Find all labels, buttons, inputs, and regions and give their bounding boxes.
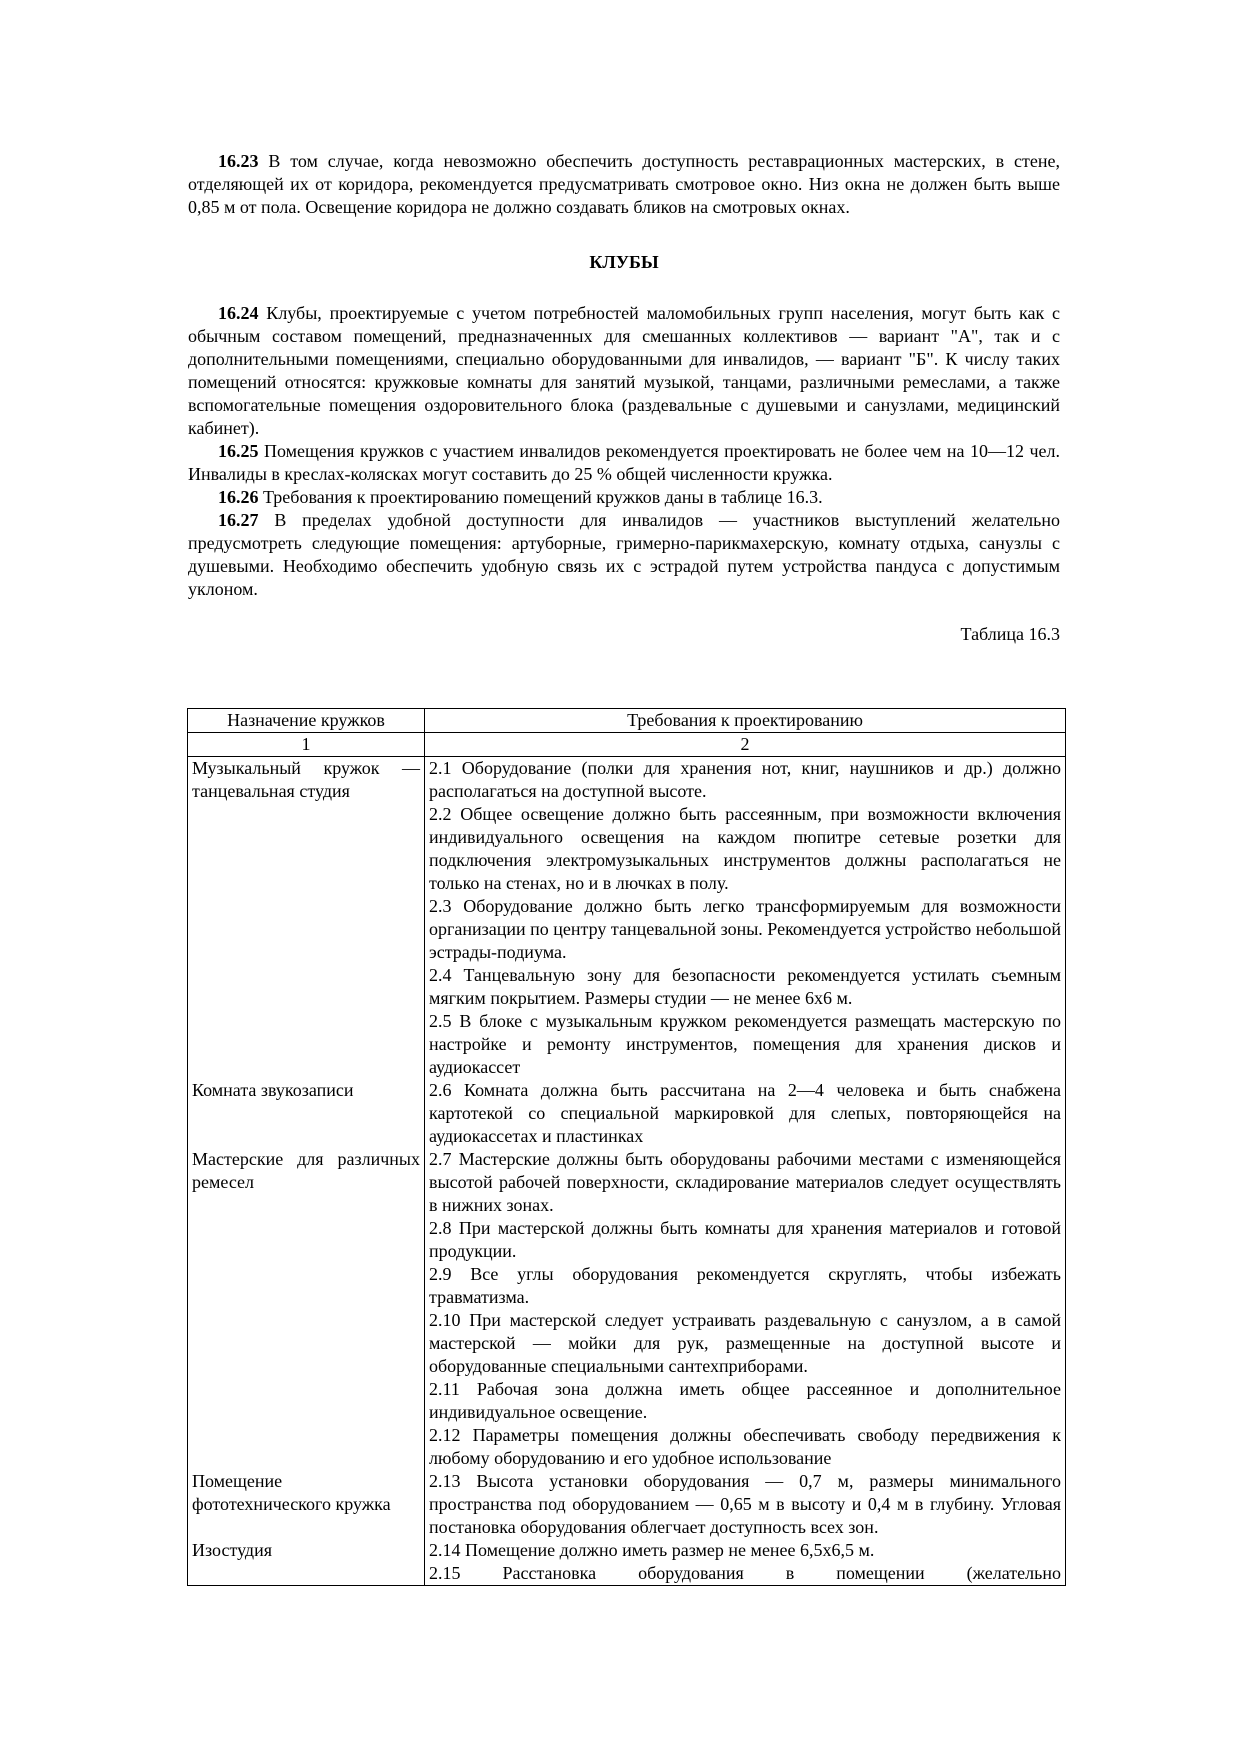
requirement-item: 2.9 Все углы оборудования рекомендуется скруглять, чтобы избежать травматизма.: [429, 1264, 1061, 1307]
row-label: Помещение фототехнического кружка: [192, 1471, 391, 1514]
requirement-item: 2.8 При мастерской должны быть комнаты для хранения материалов и готовой продукции.: [429, 1218, 1061, 1261]
table-row: [188, 1079, 1066, 1148]
paragraph-text: Требования к проектированию помещений кружков даны в таблице 16.3.: [258, 487, 823, 507]
table-column-numbers-row: [188, 733, 1066, 757]
paragraph-16-24: [188, 302, 1060, 440]
requirement-item: 2.13 Высота установки оборудования — 0,7 м, размеры минимального пространства под оборудованием — 0,65 м в высоту и 0,4 м в глубину. Угловая постановка оборудования облегчает доступность всех зон.: [429, 1471, 1061, 1537]
paragraph-number: 16.25: [218, 441, 259, 461]
requirement-item: 2.1 Оборудование (полки для хранения нот, книг, наушников и др.) должно располагаться на доступной высоте.: [429, 758, 1061, 801]
row-label: Мастерские для различных ремесел: [192, 1149, 420, 1192]
paragraph-16-26: [188, 486, 1060, 509]
paragraph-number: 16.23: [218, 151, 259, 171]
row-label: Изостудия: [192, 1540, 273, 1560]
requirement-item: 2.14 Помещение должно иметь размер не менее 6,5x6,5 м.: [429, 1540, 875, 1560]
requirement-item: 2.3 Оборудование должно быть легко трансформируемым для возможности организации по центру танцевальной зоны. Рекомендуется устройство небольшой эстрады-подиума.: [429, 896, 1061, 962]
requirement-item: 2.5 В блоке с музыкальным кружком рекомендуется размещать мастерскую по настройке и ремонту инструментов, помещения для хранения дисков и аудиокассет: [429, 1011, 1061, 1077]
column-number-2: 2: [425, 733, 1066, 757]
table-row: [188, 1148, 1066, 1470]
table-row: [188, 1470, 1066, 1539]
document-page: [188, 150, 1060, 664]
requirement-item: 2.10 При мастерской следует устраивать раздевальную с санузлом, а в самой мастерской — мойки для рук, размещенные на доступной высоте и оборудованные специальными сантехприборами.: [429, 1310, 1061, 1376]
table-header-row: [188, 709, 1066, 733]
paragraph-number: 16.24: [218, 303, 259, 323]
table-header-purpose: Назначение кружков: [188, 709, 425, 733]
requirement-item: 2.7 Мастерские должны быть оборудованы рабочими местами с изменяющейся высотой рабочей поверхности, складирование материалов следует осуществлять в нижних зонах.: [429, 1149, 1061, 1215]
requirement-item: 2.4 Танцевальную зону для безопасности рекомендуется устилать съемным мягким покрытием. Размеры студии — не менее 6x6 м.: [429, 965, 1061, 1008]
requirement-item: 2.12 Параметры помещения должны обеспечивать свободу передвижения к любому оборудованию и его удобное использование: [429, 1425, 1061, 1468]
table-row: [188, 1539, 1066, 1586]
paragraph-16-25: [188, 440, 1060, 486]
paragraph-number: 16.26: [218, 487, 259, 507]
row-label: Музыкальный кружок — танцевальная студия: [192, 758, 420, 801]
requirement-item: 2.11 Рабочая зона должна иметь общее рассеянное и дополнительное индивидуальное освещение.: [429, 1379, 1061, 1422]
requirement-item: 2.2 Общее освещение должно быть рассеянным, при возможности включения индивидуального освещения на каждом пюпитре сетевые розетки для подключения электромузыкальных инструментов должны располагаться не только на стенах, но и в лючках в полу.: [429, 804, 1061, 893]
paragraph-text: В пределах удобной доступности для инвалидов — участников выступлений желательно предусмотреть следующие помещения: артуборные, гримерно-парикмахерскую, комнату отдыха, санузлы с душевыми. Необходимо обеспечить удобную связь их с эстрадой путем устройства пандуса с допустимым уклоном.: [188, 510, 1060, 599]
requirements-table: [187, 708, 1066, 1586]
requirement-item: 2.6 Комната должна быть рассчитана на 2—4 человека и быть снабжена картотекой со специальной маркировкой для слепых, повторяющейся на аудиокассетах и пластинках: [429, 1080, 1061, 1146]
table-header-requirements: Требования к проектированию: [425, 709, 1066, 733]
table-row: [188, 757, 1066, 1080]
column-number-1: 1: [188, 733, 425, 757]
paragraph-text: В том случае, когда невозможно обеспечить доступность реставрационных мастерских, в стене, отделяющей их от коридора, рекомендуется предусматривать смотровое окно. Низ окна не должен быть выше 0,85 м от пола. Освещение коридора не должно создавать бликов на смотровых окнах.: [188, 151, 1060, 217]
section-title: КЛУБЫ: [589, 252, 659, 272]
paragraph-text: Клубы, проектируемые с учетом потребностей маломобильных групп населения, могут быть как с обычным составом помещений, предназначенных для смешанных коллективов — вариант "А", так и с дополнительными помещениями, специально оборудованными для инвалидов, — вариант "Б". К числу таких помещений относятся: кружковые комнаты для занятий музыкой, танцами, различными ремеслами, а также вспомогательные помещения оздоровительного блока (раздевальные с душевыми и санузлами, медицинский кабинет).: [188, 303, 1060, 438]
requirement-item: 2.15 Расстановка оборудования в помещении (желательно: [429, 1563, 1061, 1583]
paragraph-16-27: [188, 509, 1060, 601]
table-caption: Таблица 16.3: [960, 624, 1060, 644]
paragraph-text: Помещения кружков с участием инвалидов рекомендуется проектировать не более чем на 10—12 чел. Инвалиды в креслах-колясках могут составить до 25 % общей численности кружка.: [188, 441, 1060, 484]
paragraph-number: 16.27: [218, 510, 259, 530]
paragraph-16-23: [188, 150, 1060, 219]
row-label: Комната звукозаписи: [192, 1080, 354, 1100]
